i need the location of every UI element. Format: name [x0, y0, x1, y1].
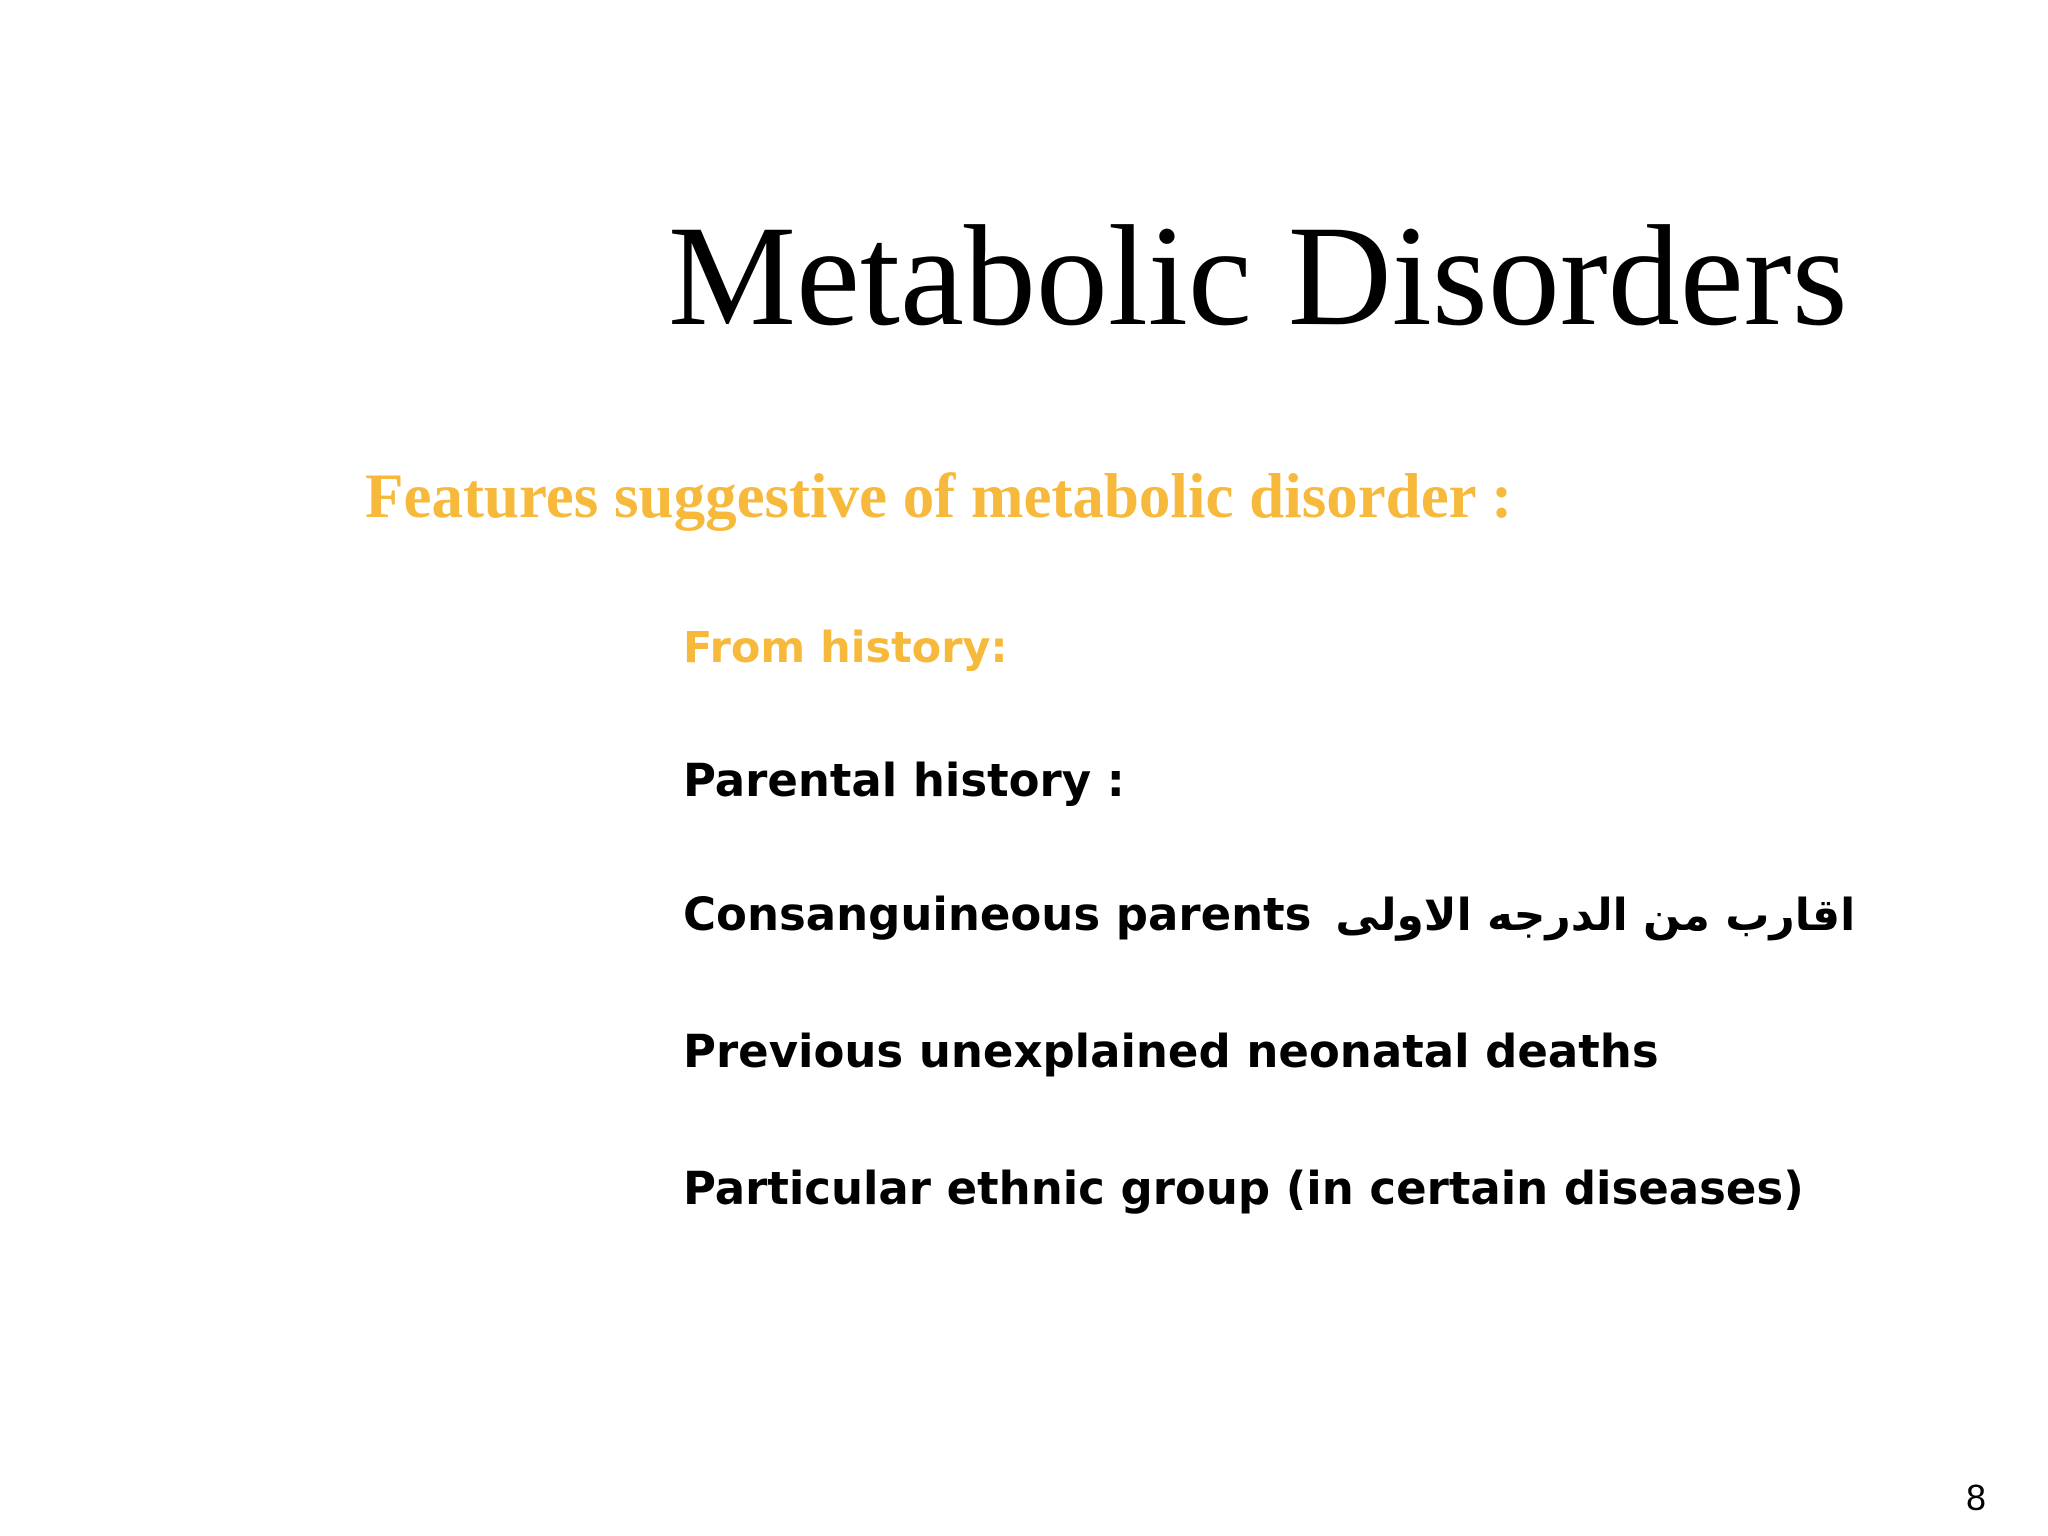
bullet-text: Particular ethnic group (in certain diseases): [683, 1162, 1804, 1215]
bullet-parental-history: [683, 754, 1125, 807]
section-heading: From history:: [683, 623, 1008, 673]
arabic-annotation: اقارب من الدرجه الاولى: [1335, 890, 1856, 941]
bullet-ethnic-group: [683, 1162, 1804, 1215]
slide-title: Metabolic Disorders: [668, 197, 1848, 356]
bullet-text: Parental history :: [683, 754, 1125, 807]
bullet-consanguineous-parents: [683, 888, 1856, 941]
bullet-text: Previous unexplained neonatal deaths: [683, 1025, 1659, 1078]
slide-subtitle: Features suggestive of metabolic disorder :: [365, 461, 1513, 531]
bullet-neonatal-deaths: [683, 1025, 1659, 1078]
bullet-text: Consanguineous parents: [683, 888, 1312, 941]
page-number: 8: [1966, 1477, 1987, 1518]
